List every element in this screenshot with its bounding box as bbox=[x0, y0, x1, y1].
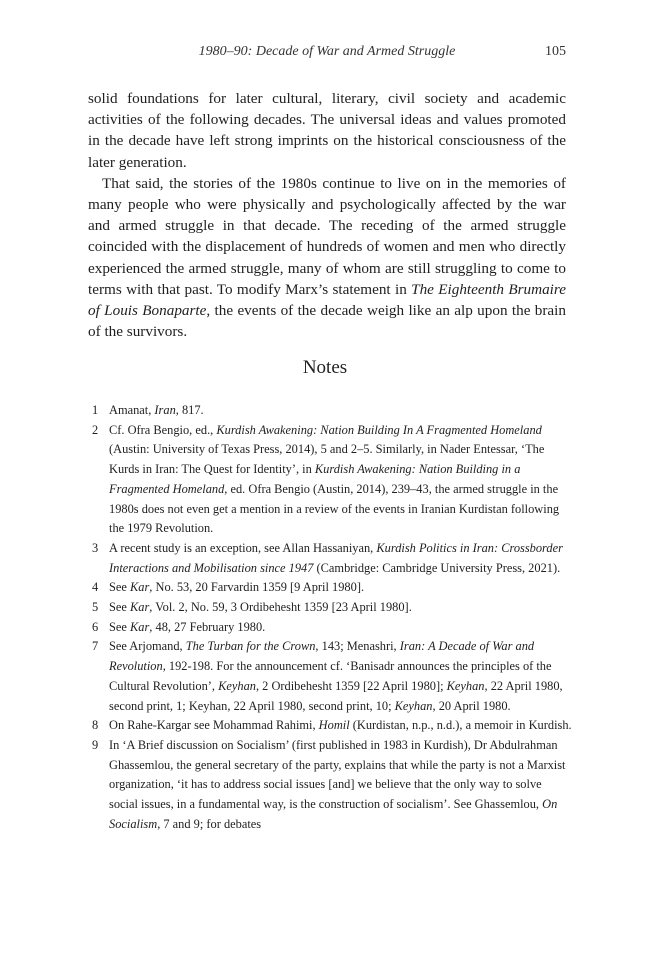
note-7 bbox=[92, 637, 572, 716]
body-text bbox=[88, 88, 566, 342]
note-number: 5 bbox=[92, 600, 99, 615]
note-italic: Kar bbox=[130, 580, 150, 595]
note-6 bbox=[92, 618, 572, 638]
note-italic: Keyhan bbox=[446, 678, 485, 693]
note-1 bbox=[92, 401, 572, 421]
note-text: See Arjomand, bbox=[109, 639, 186, 654]
note-italic: Kar bbox=[130, 619, 150, 634]
note-number: 8 bbox=[92, 718, 99, 733]
note-text: In ‘A Brief discussion on Socialism’ (first published in 1983 in Kurdish), Dr Abdulrahman Ghassemlou, the general secretary of the party, explains that while the party is not a Marxist organization, ‘it has to address social issues [and] we believe that the only way to solve social issues, in a fundamental way, is the construction of socialism’. See Ghassemlou, bbox=[109, 737, 566, 812]
note-text: , Vol. 2, No. 59, 3 Ordibehesht 1359 [23 April 1980]. bbox=[149, 600, 412, 615]
note-italic: Kurdish Awakening: Nation Building in a Fragmented Homeland bbox=[109, 462, 521, 496]
note-text: , 143; Menashri, bbox=[315, 639, 400, 654]
note-5 bbox=[92, 598, 572, 618]
note-4 bbox=[92, 578, 572, 598]
note-2 bbox=[92, 421, 572, 539]
page-number: 105 bbox=[545, 44, 566, 59]
note-text: , 22 April 1980, second print, 1; Keyhan, 22 April 1980, second print, 10; bbox=[109, 678, 563, 713]
paragraph-1-text: solid foundations for later cultural, literary, civil society and academic activities of the following decades. The universal ideas and values promoted in the decade have left strong imprints on the historical consciousness of the later generation. bbox=[88, 90, 566, 171]
paragraph-2 bbox=[88, 173, 566, 343]
note-text: Amanat, bbox=[109, 403, 155, 417]
note-text: (Kurdistan, n.p., n.d.), a memoir in Kurdish. bbox=[349, 718, 572, 733]
note-italic: The Turban for the Crown bbox=[185, 639, 316, 654]
paragraph-1 bbox=[88, 88, 566, 173]
note-italic: Kurdish Awakening: Nation Building In A Fragmented Homeland bbox=[216, 422, 542, 437]
note-text: Cf. Ofra Bengio, ed., bbox=[109, 422, 217, 437]
note-text: , 2 Ordibehesht 1359 [22 April 1980]; bbox=[255, 678, 447, 693]
note-italic: Keyhan bbox=[218, 678, 256, 693]
note-number: 3 bbox=[92, 540, 99, 555]
note-number: 6 bbox=[92, 619, 99, 634]
running-header bbox=[88, 44, 566, 64]
note-text: See bbox=[109, 619, 130, 634]
note-italic: Iran bbox=[154, 403, 176, 417]
note-text: , 20 April 1980. bbox=[432, 698, 511, 713]
note-text: (Austin: University of Texas Press, 2014), 5 and 2–5. Similarly, in Nader Entessar, ‘The Kurds in Iran: The Quest for Identity’, in bbox=[109, 442, 545, 477]
note-italic: Kar bbox=[130, 600, 150, 615]
note-italic: Iran: A Decade of War and Revolution bbox=[109, 639, 535, 674]
note-text: , 48, 27 February 1980. bbox=[149, 619, 266, 634]
note-text: , No. 53, 20 Farvardin 1359 [9 April 1980]. bbox=[149, 580, 365, 595]
note-text: (Cambridge: Cambridge University Press, 2021). bbox=[313, 560, 561, 575]
paragraph-2-end: , the events of the decade weigh like an alp upon the brain of the survivors. bbox=[88, 302, 566, 341]
note-italic: Keyhan bbox=[394, 698, 433, 713]
note-9 bbox=[92, 736, 572, 835]
note-number: 1 bbox=[92, 403, 99, 417]
note-text: On Rahe-Kargar see Mohammad Rahimi, bbox=[109, 718, 319, 733]
note-text: , 192-198. For the announcement cf. ‘Banisadr announces the principles of the Cultural Revolution’, bbox=[109, 659, 552, 693]
note-number: 9 bbox=[92, 737, 99, 752]
note-text: A recent study is an exception, see Allan Hassaniyan, bbox=[109, 540, 377, 555]
note-3 bbox=[92, 539, 572, 578]
note-number: 4 bbox=[92, 580, 99, 595]
note-8 bbox=[92, 716, 572, 736]
note-italic: Kurdish Politics in Iran: Crossborder Interactions and Mobilisation since 1947 bbox=[109, 540, 563, 575]
note-number: 7 bbox=[92, 639, 99, 654]
note-italic: On Socialism bbox=[109, 797, 558, 831]
paragraph-2-text: That said, the stories of the 1980s continue to live on in the memories of many people who were physically and psychologically affected by the war and armed struggle in that decade. The receding of the armed struggle coincided with the displacement of hundreds of women and men who directly experienced the armed struggle, many of whom are still struggling to come to terms with that past. To modify Marx’s statement in bbox=[88, 174, 566, 298]
note-text: See bbox=[109, 600, 130, 615]
notes-list bbox=[92, 401, 572, 834]
book-title: The Eighteenth Brumaire of Louis Bonaparte bbox=[88, 280, 566, 320]
note-italic: Homil bbox=[318, 718, 350, 733]
note-text: , 817. bbox=[175, 403, 204, 417]
running-title: 1980–90: Decade of War and Armed Struggle bbox=[198, 44, 456, 59]
note-text: , 7 and 9; for debates bbox=[157, 816, 262, 831]
note-text: , ed. Ofra Bengio (Austin, 2014), 239–43, the armed struggle in the 1980s does not even get a mention in a review of the events in Iranian Kurdistan following the 1979 Revolution. bbox=[109, 481, 560, 536]
note-number: 2 bbox=[92, 422, 99, 437]
note-text: See bbox=[109, 580, 130, 595]
notes-heading: Notes bbox=[302, 357, 348, 378]
